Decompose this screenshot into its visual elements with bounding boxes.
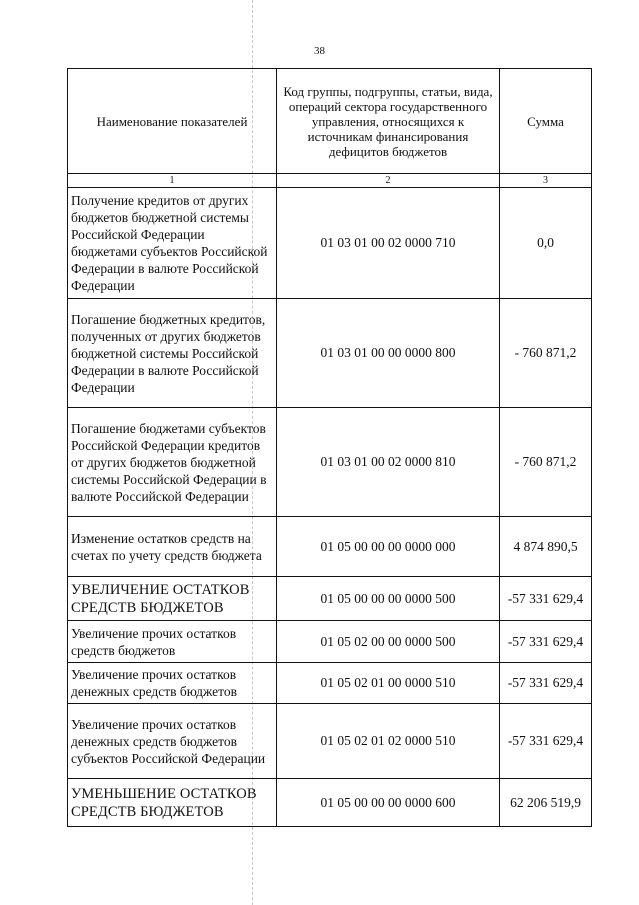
column-number-row — [68, 174, 592, 188]
table-row — [68, 188, 592, 299]
row-code: 01 03 01 00 02 0000 710 — [277, 188, 500, 299]
header-code: Код группы, подгруппы, статьи, вида, операций сектора государственного управления, относящихся к источникам финансирования дефицитов бюджетов — [277, 69, 500, 174]
row-name: УВЕЛИЧЕНИЕ ОСТАТКОВ СРЕДСТВ БЮДЖЕТОВ — [68, 577, 277, 621]
table-header-row — [68, 69, 592, 174]
page-number: 38 — [314, 45, 325, 57]
row-sum: -57 331 629,4 — [500, 663, 592, 704]
row-name: Изменение остатков средств на счетах по учету средств бюджета — [68, 517, 277, 577]
row-sum: -57 331 629,4 — [500, 621, 592, 663]
row-name: Получение кредитов от других бюджетов бюджетной системы Российской Федерации бюджетами субъектов Российской Федерации в валюте Российской Федерации — [68, 188, 277, 299]
table-row — [68, 663, 592, 704]
header-name: Наименование показателей — [68, 69, 277, 174]
row-name: Увеличение прочих остатков денежных средств бюджетов субъектов Российской Федерации — [68, 704, 277, 779]
row-name: Увеличение прочих остатков денежных средств бюджетов — [68, 663, 277, 704]
row-code: 01 03 01 00 00 0000 800 — [277, 299, 500, 408]
row-code: 01 05 00 00 00 0000 600 — [277, 779, 500, 827]
row-code: 01 03 01 00 02 0000 810 — [277, 408, 500, 517]
row-code: 01 05 02 01 02 0000 510 — [277, 704, 500, 779]
table-row — [68, 779, 592, 827]
table-row — [68, 517, 592, 577]
table-row — [68, 299, 592, 408]
row-name: Увеличение прочих остатков средств бюджетов — [68, 621, 277, 663]
row-sum: 4 874 890,5 — [500, 517, 592, 577]
column-number: 1 — [68, 174, 277, 188]
row-sum: - 760 871,2 — [500, 408, 592, 517]
table-row — [68, 577, 592, 621]
row-sum: 62 206 519,9 — [500, 779, 592, 827]
row-sum: -57 331 629,4 — [500, 704, 592, 779]
row-code: 01 05 02 01 00 0000 510 — [277, 663, 500, 704]
table-row — [68, 621, 592, 663]
row-code: 01 05 00 00 00 0000 000 — [277, 517, 500, 577]
row-code: 01 05 00 00 00 0000 500 — [277, 577, 500, 621]
header-sum: Сумма — [500, 69, 592, 174]
row-code: 01 05 02 00 00 0000 500 — [277, 621, 500, 663]
row-sum: 0,0 — [500, 188, 592, 299]
table-row — [68, 408, 592, 517]
column-number: 2 — [277, 174, 500, 188]
row-sum: -57 331 629,4 — [500, 577, 592, 621]
row-name: УМЕНЬШЕНИЕ ОСТАТКОВ СРЕДСТВ БЮДЖЕТОВ — [68, 779, 277, 827]
column-number: 3 — [500, 174, 592, 188]
budget-sources-table — [67, 68, 592, 827]
row-sum: - 760 871,2 — [500, 299, 592, 408]
table-row — [68, 704, 592, 779]
row-name: Погашение бюджетами субъектов Российской Федерации кредитов от других бюджетов бюджетной системы Российской Федерации в валюте Российской Федерации — [68, 408, 277, 517]
row-name: Погашение бюджетных кредитов, полученных от других бюджетов бюджетной системы Российской Федерации в валюте Российской Федерации — [68, 299, 277, 408]
